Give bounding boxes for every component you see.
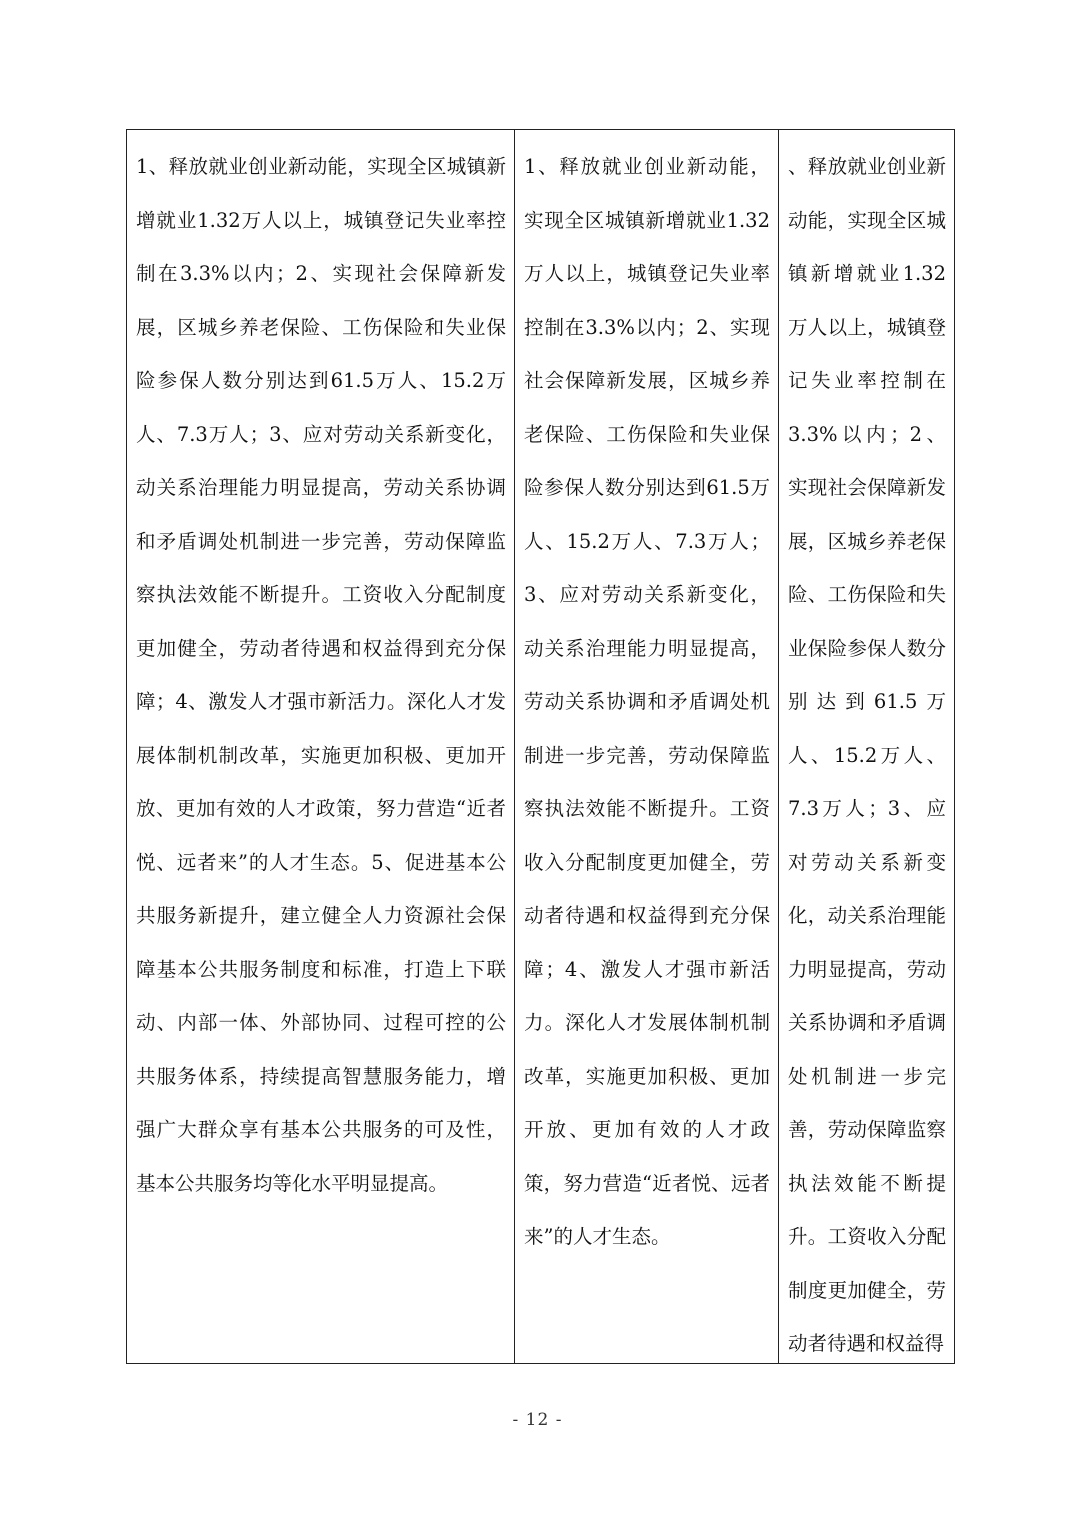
- table-cell-column-3: 、释放就业创业新动能，实现全区城镇新增就业1.32万人以上，城镇登记失业率控制在3.3%以内；2、实现社会保障新发展，区城乡养老保险、工伤保险和失业保险参保人数分别达到61.5万人、15.2万人、7.3万人；3、应对劳动关系新变化，动关系治理能力明显提高，劳动关系协调和矛盾调处机制进一步完善，劳动保障监察执法效能不断提升。工资收入分配制度更加健全，劳动者待遇和权益得: [788, 155, 946, 1355]
- content-table: [126, 129, 955, 1364]
- table-cell-column-1: 1、释放就业创业新动能，实现全区城镇新增就业1.32万人以上，城镇登记失业率控制在3.3%以内；2、实现社会保障新发展，区城乡养老保险、工伤保险和失业保险参保人数分别达到61.5万人、15.2万人、7.3万人；3、应对劳动关系新变化，动关系治理能力明显提高，劳动关系协调和矛盾调处机制进一步完善，劳动保障监察执法效能不断提升。工资收入分配制度更加健全，劳动者待遇和权益得到充分保障；4、激发人才强市新活力。深化人才发展体制机制改革，实施更加积极、更加开放、更加有效的人才政策，努力营造“近者悦、远者来”的人才生态。5、促进基本公共服务新提升，建立健全人力资源社会保障基本公共服务制度和标准，打造上下联动、内部一体、外部协同、过程可控的公共服务体系，持续提高智慧服务能力，增强广大群众享有基本公共服务的可及性，基本公共服务均等化水平明显提高。: [127, 130, 515, 1363]
- page-number: - 12 -: [512, 1410, 563, 1430]
- table-cell-column-2: 1、释放就业创业新动能，实现全区城镇新增就业1.32万人以上，城镇登记失业率控制在3.3%以内；2、实现社会保障新发展，区城乡养老保险、工伤保险和失业保险参保人数分别达到61.5万人、15.2万人、7.3万人；3、应对劳动关系新变化，动关系治理能力明显提高，劳动关系协调和矛盾调处机制进一步完善，劳动保障监察执法效能不断提升。工资收入分配制度更加健全，劳动者待遇和权益得到充分保障；4、激发人才强市新活力。深化人才发展体制机制改革，实施更加积极、更加开放、更加有效的人才政策，努力营造“近者悦、远者来”的人才生态。: [515, 130, 779, 1363]
